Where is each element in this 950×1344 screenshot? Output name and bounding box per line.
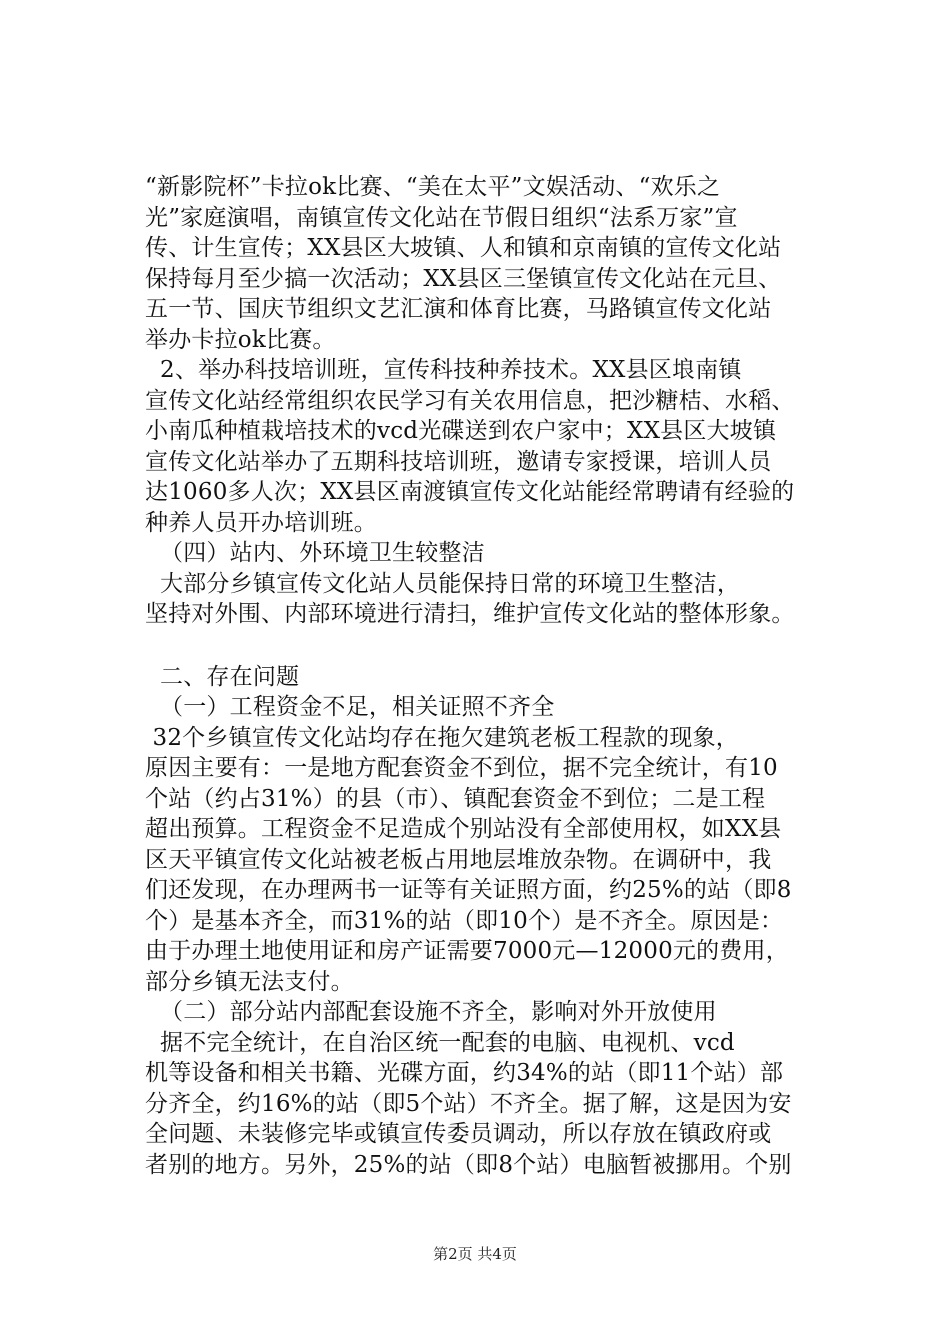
text-line: 保持每月至少搞一次活动；XX县区三堡镇宣传文化站在元旦、	[145, 265, 782, 292]
text-line: （四）站内、外环境卫生较整洁	[145, 540, 485, 566]
page-footer: 第2页 共4页	[433, 1245, 517, 1263]
blank-line	[145, 630, 845, 662]
text-line: 种养人员开办培训班。	[145, 509, 377, 536]
text-line: 宣传文化站举办了五期科技培训班，邀请专家授课，培训人员	[145, 448, 772, 475]
text-line: 全问题、未装修完毕或镇宣传委员调动，所以存放在镇政府或	[145, 1121, 772, 1147]
text-line: 举办卡拉ok比赛。	[145, 326, 336, 353]
text-line: 据不完全统计，在自治区统一配套的电脑、电视机、vcd	[145, 1029, 735, 1056]
text-line: 小南瓜种植栽培技术的vcd光碟送到农户家中；XX县区大坡镇	[145, 418, 777, 444]
text-line: 个）是基本齐全，而31%的站（即10个）是不齐全。原因是：	[145, 907, 784, 934]
text-line: 五一节、国庆节组织文艺汇演和体育比赛，马路镇宣传文化站	[145, 296, 772, 322]
text-line: （二）部分站内部配套设施不齐全，影响对外开放使用	[145, 999, 717, 1025]
text-line: 宣传文化站经常组织农民学习有关农用信息，把沙糖桔、水稻、	[145, 387, 795, 414]
text-line: 们还发现，在办理两书一证等有关证照方面，约25%的站（即8	[145, 877, 792, 903]
text-line: 部分乡镇无法支付。	[145, 968, 354, 995]
text-line: 传、计生宣传；XX县区大坡镇、人和镇和京南镇的宣传文化站	[145, 235, 782, 261]
text-line: 二、存在问题	[145, 663, 300, 690]
text-line: 达1060多人次；XX县区南渡镇宣传文化站能经常聘请有经验的	[145, 479, 795, 505]
text-line: “新影院杯”卡拉ok比赛、“美在太平”文娱活动、“欢乐之	[145, 174, 721, 200]
text-line: 机等设备和相关书籍、光碟方面，约34%的站（即11个站）部	[145, 1060, 784, 1086]
text-line: 2、举办科技培训班，宣传科技种养技术。XX县区埌南镇	[145, 357, 742, 383]
text-line: 分齐全，约16%的站（即5个站）不齐全。据了解，这是因为安	[145, 1090, 792, 1117]
text-line: 者别的地方。另外，25%的站（即8个站）电脑暂被挪用。个别	[145, 1151, 792, 1178]
document-body	[145, 172, 845, 1180]
text-line: 区天平镇宣传文化站被老板占用地层堆放杂物。在调研中，我	[145, 846, 772, 873]
text-line: （一）工程资金不足，相关证照不齐全	[145, 694, 555, 720]
text-line: 原因主要有：一是地方配套资金不到位，据不完全统计，有10	[145, 755, 778, 781]
text-line: 32个乡镇宣传文化站均存在拖欠建筑老板工程款的现象，	[145, 724, 739, 751]
text-line: 大部分乡镇宣传文化站人员能保持日常的环境卫生整洁，	[145, 570, 741, 597]
text-line: 坚持对外围、内部环境进行清扫，维护宣传文化站的整体形象。	[145, 601, 795, 627]
text-line: 个站（约占31%）的县（市）、镇配套资金不到位；二是工程	[145, 785, 766, 812]
text-line: 由于办理土地使用证和房产证需要7000元—12000元的费用，	[145, 938, 789, 964]
text-line: 光”家庭演唱，南镇宣传文化站在节假日组织“法系万家”宣	[145, 204, 738, 231]
text-line: 超出预算。工程资金不足造成个别站没有全部使用权，如XX县	[145, 816, 782, 842]
